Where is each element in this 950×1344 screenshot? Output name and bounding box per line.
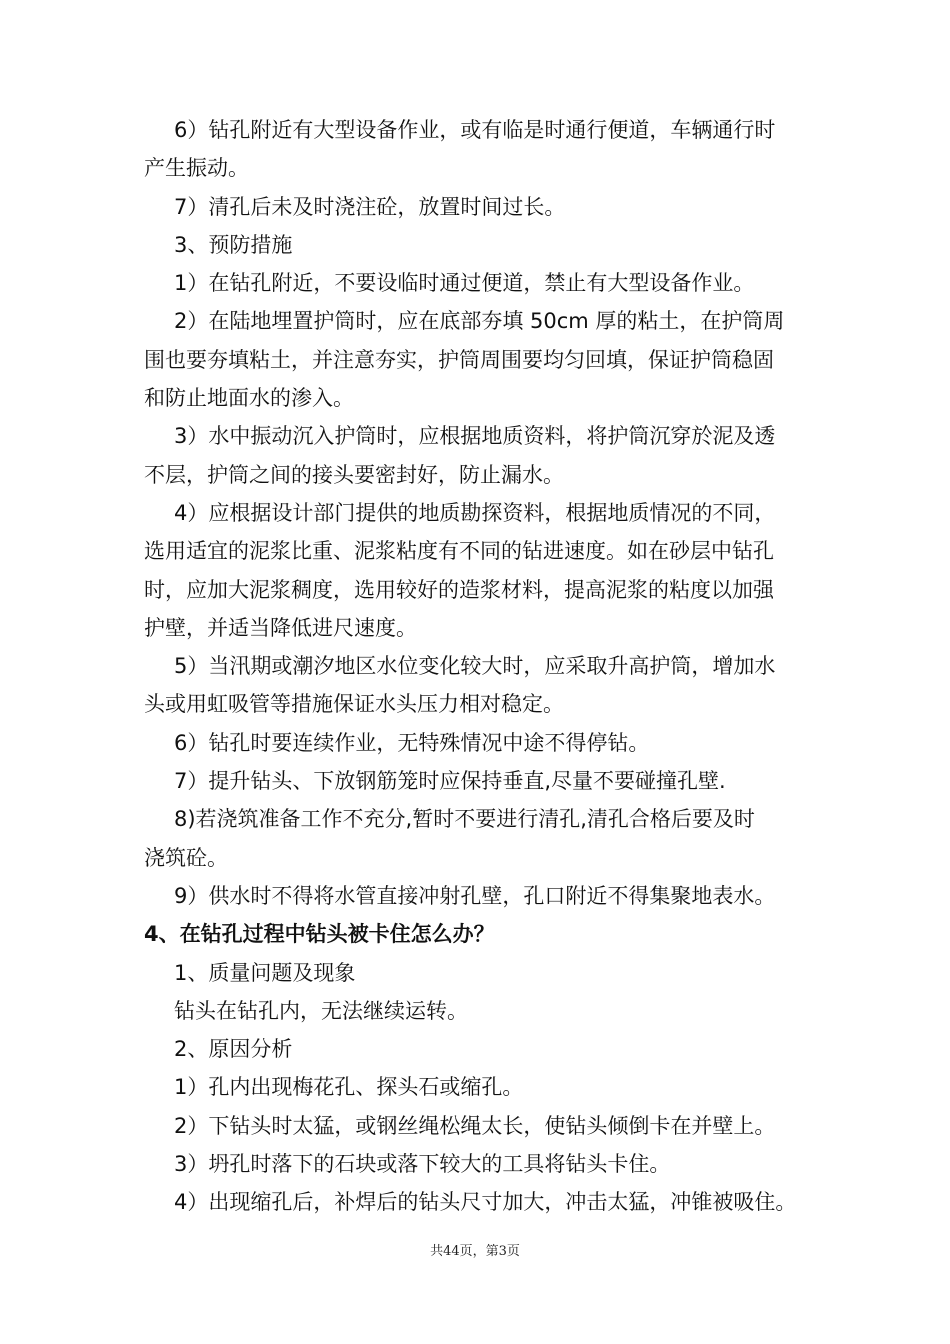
text-line: 选用适宜的泥浆比重、泥浆粘度有不同的钻进速度。如在砂层中钻孔 xyxy=(144,539,774,564)
text-line: 4）应根据设计部门提供的地质勘探资料，根据地质情况的不同， xyxy=(174,500,776,525)
text-line: 7）清孔后未及时浇注砼，放置时间过长。 xyxy=(174,194,566,219)
text-line: 1）孔内出现梅花孔、探头石或缩孔。 xyxy=(174,1075,524,1100)
text-line: 9）供水时不得将水管直接冲射孔壁，孔口附近不得集聚地表水。 xyxy=(174,883,776,908)
text-line: 6）钻孔时要连续作业，无特殊情况中途不得停钻。 xyxy=(174,730,650,755)
page-footer: 共44页，第3页 xyxy=(430,1244,520,1259)
text-line: 5）当汛期或潮汐地区水位变化较大时，应采取升高护筒，增加水 xyxy=(174,654,776,679)
text-line: 头或用虹吸管等措施保证水头压力相对稳定。 xyxy=(144,692,564,717)
text-line: 2）在陆地埋置护筒时，应在底部夯填 50cm 厚的粘土，在护筒周 xyxy=(174,309,785,334)
text-line: 钻头在钻孔内，无法继续运转。 xyxy=(174,998,468,1023)
text-line: 1）在钻孔附近，不要设临时通过便道，禁止有大型设备作业。 xyxy=(174,271,755,296)
text-line: 护壁，并适当降低进尺速度。 xyxy=(144,615,417,640)
text-line: 产生振动。 xyxy=(144,156,249,181)
text-line: 6）钻孔附近有大型设备作业，或有临是时通行便道，车辆通行时 xyxy=(174,118,776,142)
text-line: 和防止地面水的渗入。 xyxy=(144,386,354,411)
section-heading: 4、在钻孔过程中钻头被卡住怎么办？ xyxy=(144,922,495,947)
text-line: 4）出现缩孔后，补焊后的钻头尺寸加大，冲击太猛，冲锥被吸住。 xyxy=(174,1190,797,1215)
text-line: 3）坍孔时落下的石块或落下较大的工具将钻头卡住。 xyxy=(174,1152,671,1177)
text-line: 3、预防措施 xyxy=(174,232,293,257)
text-line: 2）下钻头时太猛，或钢丝绳松绳太长，使钻头倾倒卡在并壁上。 xyxy=(174,1113,776,1138)
text-line: 3）水中振动沉入护筒时，应根据地质资料，将护筒沉穿於泥及透 xyxy=(174,424,776,449)
text-line: 2、原因分析 xyxy=(174,1037,293,1062)
document-body xyxy=(144,111,816,1222)
text-line: 1、质量问题及现象 xyxy=(174,960,356,985)
text-line: 围也要夯填粘土，并注意夯实，护筒周围要均匀回填，保证护筒稳固 xyxy=(144,347,774,372)
text-line: 时，应加大泥浆稠度，选用较好的造浆材料，提高泥浆的粘度以加强 xyxy=(144,577,774,602)
text-line: 7）提升钻头、下放钢筋笼时应保持垂直,尽量不要碰撞孔壁. xyxy=(174,769,726,794)
text-line: 不层，护筒之间的接头要密封好，防止漏水。 xyxy=(144,462,564,487)
text-line: 8)若浇筑准备工作不充分,暂时不要进行清孔,清孔合格后要及时 xyxy=(174,807,755,832)
text-line: 浇筑砼。 xyxy=(144,845,228,870)
